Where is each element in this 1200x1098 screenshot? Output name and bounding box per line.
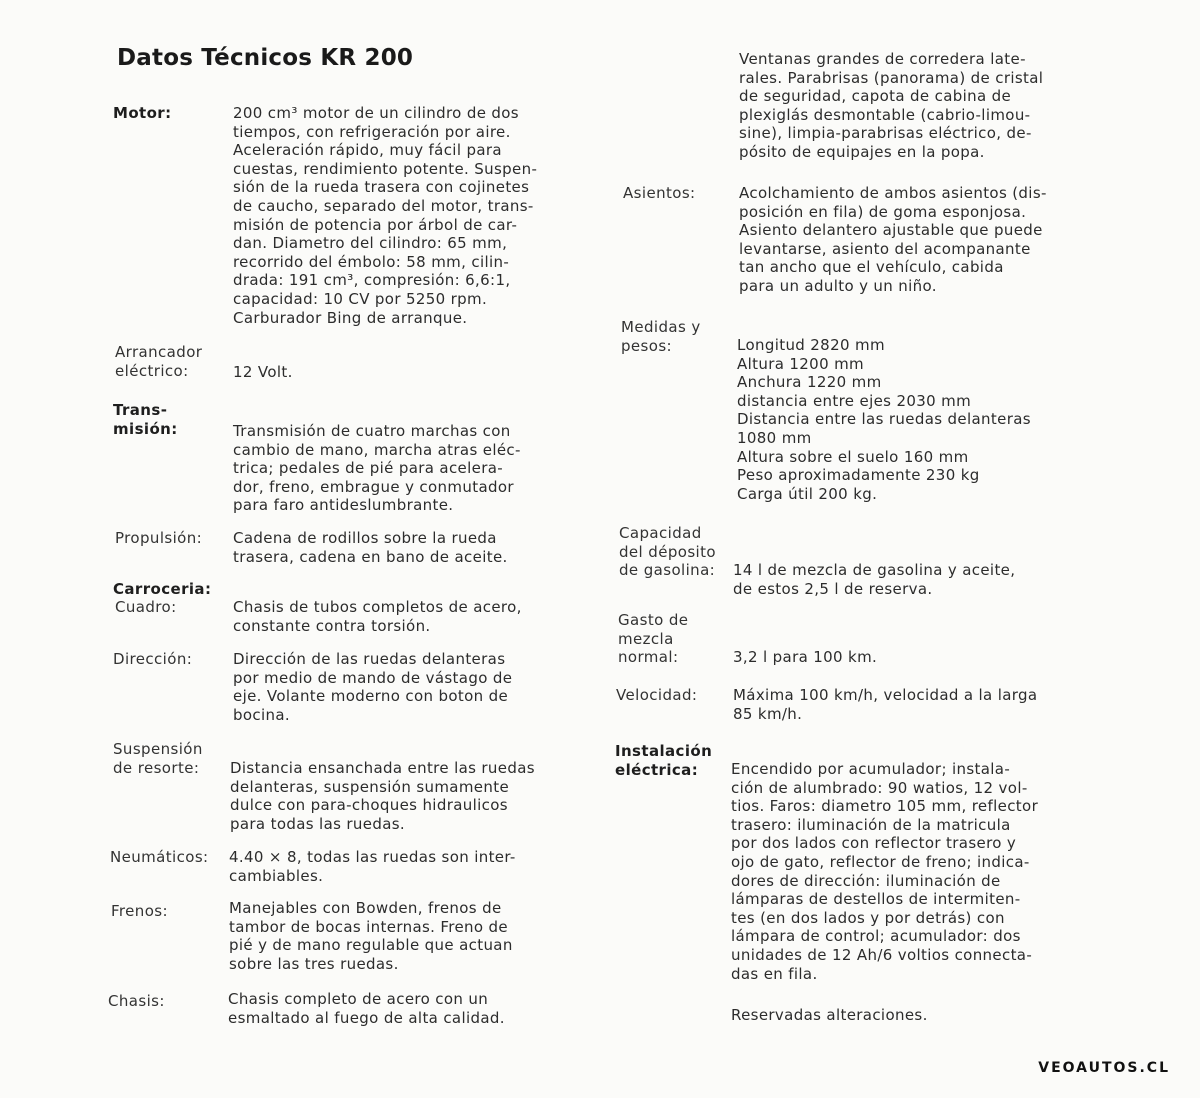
medidas-text: Longitud 2820 mm Altura 1200 mm Anchura 1220 mm distancia entre ejes 2030 mm Distancia entre las ruedas delanteras 1080 mm Altura sobre el suelo 160 mm Peso aproximadamente 230 kg Carga útil 200 kg. — [737, 336, 1031, 503]
asientos-label: Asientos: — [623, 184, 696, 202]
medidas-label: Medidas y pesos: — [621, 318, 701, 355]
neumaticos-label: Neumáticos: — [110, 848, 209, 866]
propulsion-label: Propulsión: — [115, 529, 203, 547]
carroceria-label: Carroceria: — [113, 580, 212, 598]
frenos-text: Manejables con Bowden, frenos de tambor de bocas internas. Freno de pié y de mano regulable que actuan sobre las tres ruedas. — [229, 899, 513, 973]
capacidad-label: Capacidad del déposito de gasolina: — [619, 524, 716, 580]
propulsion-text: Cadena de rodillos sobre la rueda trasera, cadena en bano de aceite. — [233, 529, 508, 566]
cuadro-label: Cuadro: — [115, 598, 177, 616]
site-watermark: VEOAUTOS.CL — [1038, 1060, 1170, 1076]
velocidad-label: Velocidad: — [616, 686, 698, 704]
capacidad-text: 14 l de mezcla de gasolina y aceite, de estos 2,5 l de reserva. — [733, 561, 1016, 598]
motor-label: Motor: — [113, 104, 172, 122]
page-title: Datos Técnicos KR 200 — [117, 45, 414, 71]
cuadro-text: Chasis de tubos completos de acero, constante contra torsión. — [233, 598, 522, 635]
chasis-label: Chasis: — [108, 992, 165, 1010]
transmision-text: Transmisión de cuatro marchas con cambio de mano, marcha atras eléc- trica; pedales de pié para acelera- dor, freno, embrague y conmutador para faro antideslumbrante. — [233, 422, 521, 515]
arrancador-text: 12 Volt. — [233, 363, 293, 381]
gasto-text: 3,2 l para 100 km. — [733, 648, 878, 666]
velocidad-text: Máxima 100 km/h, velocidad a la larga 85 km/h. — [733, 686, 1038, 723]
direccion-text: Dirección de las ruedas delanteras por medio de mando de vástago de eje. Volante moderno con boton de bocina. — [233, 650, 513, 724]
asientos-text: Acolchamiento de ambos asientos (dis- posición en fila) de goma esponjosa. Asiento delantero ajustable que puede levantarse, asiento del acompanante tan ancho que el vehículo, cabida para un adulto y un niño. — [739, 184, 1047, 295]
arrancador-label: Arrancador eléctrico: — [115, 343, 203, 380]
suspension-label: Suspensión de resorte: — [113, 740, 203, 777]
direccion-label: Dirección: — [113, 650, 193, 668]
motor-text: 200 cm³ motor de un cilindro de dos tiempos, con refrigeración por aire. Aceleración rápido, muy fácil para cuestas, rendimiento potente. Suspen- sión de la rueda trasera con cojinetes de caucho, separado del motor, trans- misión de potencia por árbol de car- dan. Diametro del cilindro: 65 mm, recorrido del émbolo: 58 mm, cilin- drada: 191 cm³, compresión: 6,6:1, capacidad: 10 CV por 5250 rpm. Carburador Bing de arranque. — [233, 104, 538, 327]
instalacion-text: Encendido por acumulador; instala- ción de alumbrado: 90 watios, 12 vol- tios. Faros: diametro 105 mm, reflector trasero: iluminación de la matricula por dos lados con reflector trasero y ojo de gato, reflector de freno; indica- dores de dirección: iluminación de lámparas de destellos de intermiten- tes (en dos lados y por detrás) con lámpara de control; acumulador: dos unidades de 12 Ah/6 voltios connecta- das en fila. — [731, 760, 1039, 983]
gasto-label: Gasto de mezcla normal: — [618, 611, 689, 667]
suspension-text: Distancia ensanchada entre las ruedas delanteras, suspensión sumamente dulce con para-choques hidraulicos para todas las ruedas. — [230, 759, 535, 833]
chasis-text: Chasis completo de acero con un esmaltado al fuego de alta calidad. — [228, 990, 505, 1027]
ventanas-text: Ventanas grandes de corredera late- rales. Parabrisas (panorama) de cristal de seguridad, capota de cabina de plexiglás desmontable (cabrio-limou- sine), limpia-parabrisas eléctrico, de- pósito de equipajes en la popa. — [739, 50, 1044, 161]
reservadas-text: Reservadas alteraciones. — [731, 1006, 928, 1024]
instalacion-label: Instalación eléctrica: — [615, 742, 713, 779]
transmision-label: Trans- misión: — [113, 401, 178, 438]
frenos-label: Frenos: — [111, 902, 168, 920]
neumaticos-text: 4.40 × 8, todas las ruedas son inter- cambiables. — [229, 848, 516, 885]
